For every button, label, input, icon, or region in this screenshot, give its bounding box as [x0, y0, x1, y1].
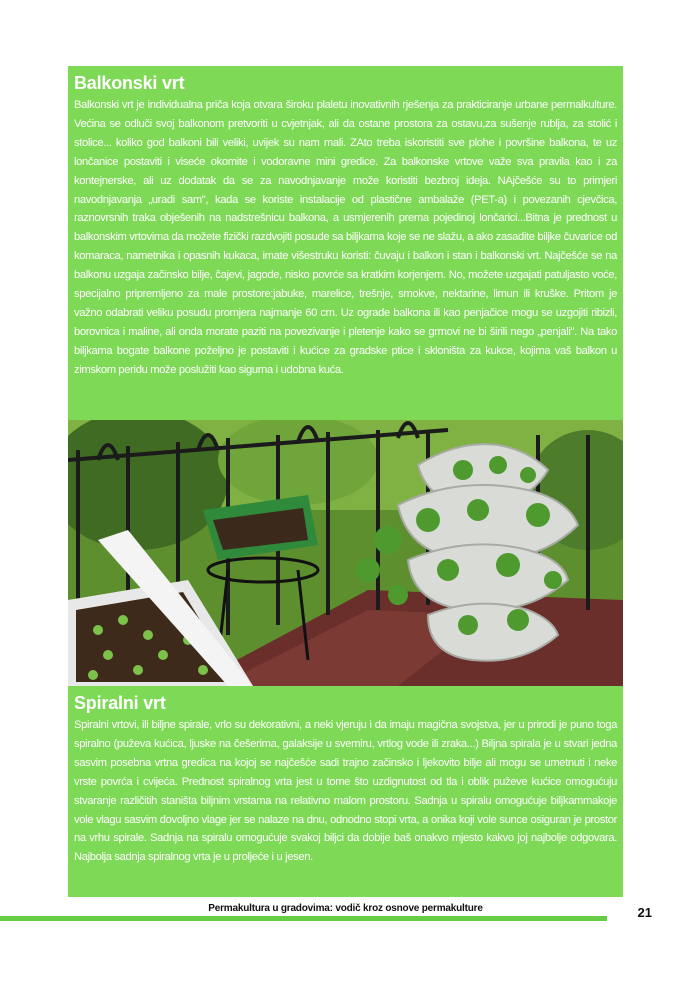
balkonski-vrt-panel: [68, 66, 623, 420]
spiralni-vrt-body: Spiralni vrtovi, ili biljne spirale, vrlo su dekorativni, a neki vjeruju i da imaju magična svojstva, jer u prirodi je puno toga spiralno (puževa kućica, ljuske na češerima, galaksije u svemiru, vrtlog vode ili zraka...) Biljna spirala je u stvari jedna sasvim posebna vrtna gredica na kojoj se najčešće sadi trajno začinsko i ljekovito bilje ali mogu se umetnuti i neke vrste povrća i cvijeća. Prednost spiralnog vrta jest u tome što uzdignutost od tla i oblik puževe kućice omogućuju stvaranje različitih staništa biljnim vrstama na relativno malom prostoru. Sadnja u spiralu omogućuje biljkammakoje vole vlagu sasvim dovoljno vlage jer se nalaze na dnu, odnodno stopi vrta, a onika koji vole sunce osiguran je prostor na vrhu spirale. Sadnja na spiralu omogućuje svakoj biljci da dobije baš onakvo mjesto kakvo joj najbolje odgovara. Najbolja sadnja spiralnog vrta je u proljeće i u jesen.: [74, 719, 617, 864]
footer-title: Permakultura u gradovima: vodič kroz osnove permakulture: [208, 903, 483, 914]
footer-divider: [0, 916, 607, 921]
spiralni-vrt-title: Spiralni vrt: [74, 693, 166, 713]
page-number: 21: [637, 905, 652, 920]
balcony-garden-photo: [68, 420, 623, 686]
balkonski-vrt-body: Balkonski vrt je individualna priča koja otvara široku plaletu inovativnih rješenja za prakticiranje urbane permalkulture. Većina se odluči svoj balkonom pretvoriti u cvjetnjak, ali da ostane prostora za ostavu,za sušenje rublja, za stolić i stolice... koliko god balkoni bili veliki, uvijek su nam mali. ZAto treba iskoristiti sve plohe i površine balkona, te uz lončanice postaviti i viseće okomite i vodoravne mini gredice. Za balkonske vrtove važe sva pravila kao i za kontejnerske, ali uz dodatak da se za navodnjavanje može koristiti bezbroj ideja. NAjčešće su to primjeri navodnjavanja „uradi sam", kada se koriste instalacije od plastične ambalaže (PET-a) i povezanih cjevčica, raznovrsnih traka obješenih na nadstrešnicu balkona, a usmjerenih prema pojedinoj lončarici...Bitna je prednost u balkonskim vrtovima da možete fizički razdvojiti posude sa biljkama koje se ne slažu, a ako zasadite biljke čuvarice od komaraca, nametnika i opasnih kukaca, imate višestruku koristi: čuvaju i balkon i stan i balkonski vrt. Najčešće se na balkonu uzgaja začinsko bilje, čajevi, jagode, nisko povrće sa kratkim korjenjem. No, možete uzgajati patuljasto voće, specijalno pripremljeno za male prostore:jabuke, marelice, trešnje, smokve, nektarine, limun ili kruške. Pritom je važno odabrati veliku posudu promjera najmanje 60 cm. Uz ograde balkona ili kao penjačice mogu se uzgojiti ribizli, borovnica i maline, ali onda morate paziti na povezivanje i pletenje kako se grmovi ne bi širili nego „penjali". Na tako biljkama bogate balkone poželjno je postaviti i kućice za gradske ptice i skloništa za kukce, kojima vaš balkon u zimskom peridu može poslužiti kao sigurna i udobna kuća.: [74, 99, 617, 376]
balkonski-vrt-title: Balkonski vrt: [74, 73, 185, 93]
spiralni-vrt-panel: [68, 686, 623, 897]
